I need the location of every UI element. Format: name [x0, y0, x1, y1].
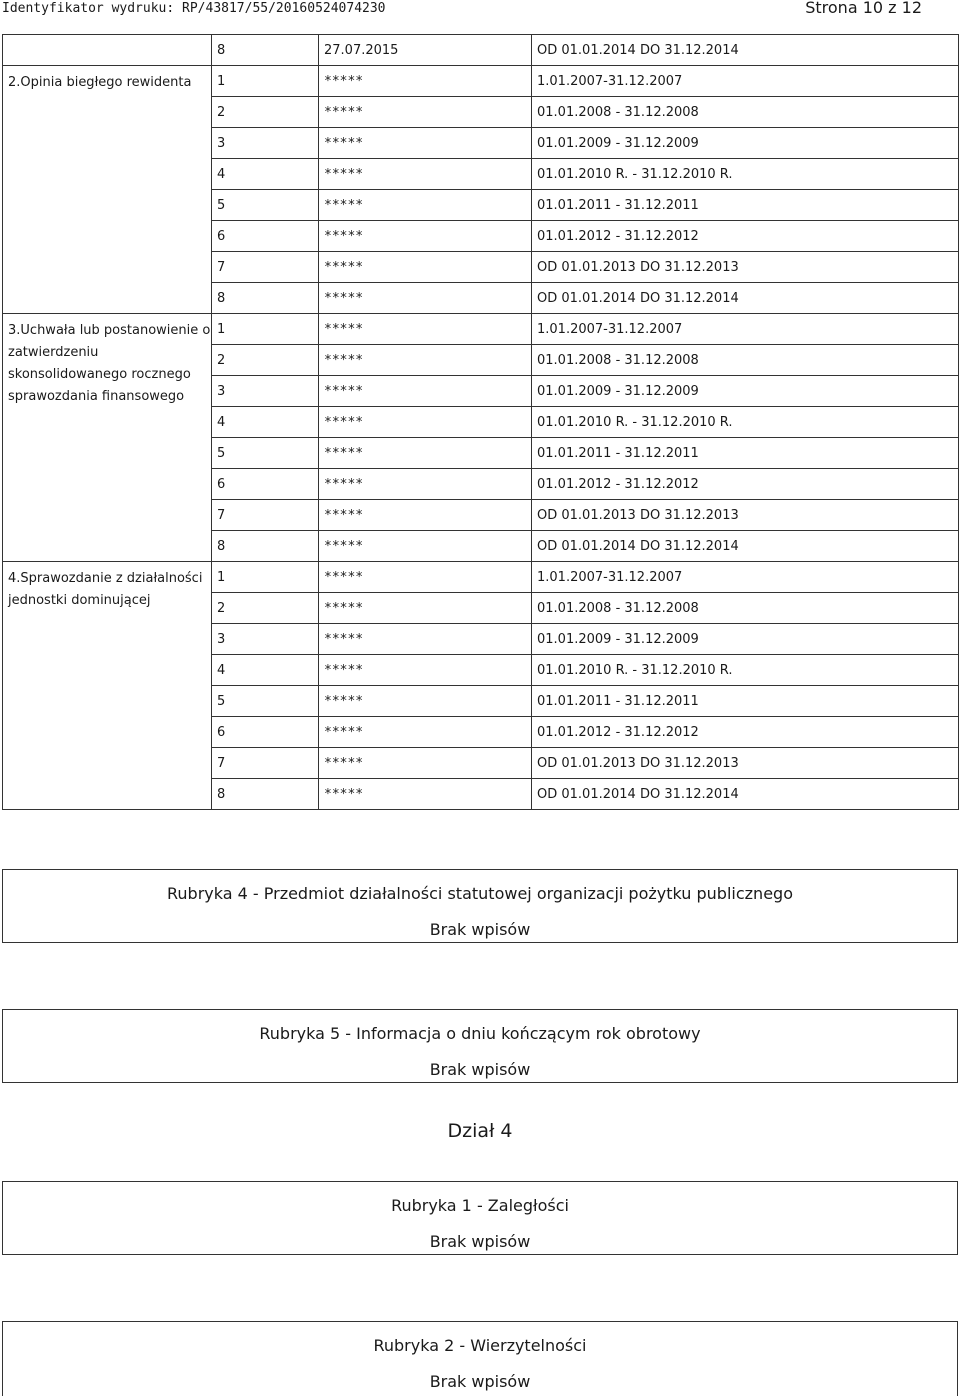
- row-value: *****: [319, 221, 532, 252]
- row-value: *****: [319, 531, 532, 562]
- rubryka-5-box: [2, 1009, 958, 1083]
- rubryka-1-title: Rubryka 1 - Zaległości: [391, 1196, 569, 1215]
- row-number: 8: [212, 283, 319, 314]
- section-title: 4.Sprawozdanie z działalności jednostki dominującej: [3, 562, 212, 810]
- section-cell-continued: [3, 35, 212, 66]
- row-value: *****: [319, 438, 532, 469]
- section-title: 2.Opinia biegłego rewidenta: [3, 66, 212, 314]
- table-row: [3, 562, 959, 593]
- row-number: 8: [212, 531, 319, 562]
- row-period: 01.01.2012 - 31.12.2012: [532, 469, 959, 500]
- row-value: *****: [319, 128, 532, 159]
- row-value: *****: [319, 655, 532, 686]
- row-number: 6: [212, 469, 319, 500]
- row-period: 01.01.2011 - 31.12.2011: [532, 438, 959, 469]
- row-number: 4: [212, 407, 319, 438]
- row-period: OD 01.01.2013 DO 31.12.2013: [532, 500, 959, 531]
- row-period: 1.01.2007-31.12.2007: [532, 314, 959, 345]
- row-number: 7: [212, 748, 319, 779]
- row-period: 01.01.2009 - 31.12.2009: [532, 624, 959, 655]
- row-number: 5: [212, 190, 319, 221]
- rubryka-4-box: [2, 869, 958, 943]
- row-period: OD 01.01.2013 DO 31.12.2013: [532, 252, 959, 283]
- row-number: 2: [212, 97, 319, 128]
- row-period: 01.01.2010 R. - 31.12.2010 R.: [532, 407, 959, 438]
- row-number: 5: [212, 686, 319, 717]
- row-value: *****: [319, 376, 532, 407]
- page-header: [0, 0, 960, 20]
- rubryka-1-box: [2, 1181, 958, 1255]
- row-number: 2: [212, 345, 319, 376]
- rubryka-4-empty: Brak wpisów: [429, 920, 531, 939]
- row-number: 8: [212, 779, 319, 810]
- row-number: 3: [212, 128, 319, 159]
- row-value: *****: [319, 686, 532, 717]
- row-period: 01.01.2009 - 31.12.2009: [532, 376, 959, 407]
- row-value: *****: [319, 624, 532, 655]
- row-number: 4: [212, 655, 319, 686]
- row-period: OD 01.01.2014 DO 31.12.2014: [532, 283, 959, 314]
- print-identifier: Identyfikator wydruku: RP/43817/55/20160524074230: [2, 1, 386, 16]
- row-period: 01.01.2011 - 31.12.2011: [532, 686, 959, 717]
- row-value: *****: [319, 593, 532, 624]
- row-period: OD 01.01.2013 DO 31.12.2013: [532, 748, 959, 779]
- row-value: *****: [319, 779, 532, 810]
- row-period: 01.01.2008 - 31.12.2008: [532, 345, 959, 376]
- table-row: [3, 314, 959, 345]
- row-value: *****: [319, 748, 532, 779]
- row-value: *****: [319, 252, 532, 283]
- financial-documents-table: [2, 34, 959, 810]
- rubryka-5-title: Rubryka 5 - Informacja o dniu kończącym rok obrotowy: [259, 1024, 701, 1043]
- section-title: 3.Uchwała lub postanowienie o zatwierdzeniu skonsolidowanego rocznego sprawozdania finansowego: [3, 314, 212, 562]
- row-period: OD 01.01.2014 DO 31.12.2014: [532, 531, 959, 562]
- row-period: 01.01.2010 R. - 31.12.2010 R.: [532, 159, 959, 190]
- row-value: *****: [319, 190, 532, 221]
- row-period: 01.01.2012 - 31.12.2012: [532, 221, 959, 252]
- row-number: 1: [212, 66, 319, 97]
- row-number: 2: [212, 593, 319, 624]
- row-period: 01.01.2009 - 31.12.2009: [532, 128, 959, 159]
- row-period: OD 01.01.2014 DO 31.12.2014: [532, 35, 959, 66]
- section-heading-dzial-4: Dział 4: [447, 1120, 513, 1142]
- row-number: 7: [212, 500, 319, 531]
- row-number: 3: [212, 376, 319, 407]
- row-number: 3: [212, 624, 319, 655]
- row-number: 4: [212, 159, 319, 190]
- rubryka-2-title: Rubryka 2 - Wierzytelności: [373, 1336, 587, 1355]
- rubryka-2-box: [2, 1321, 958, 1396]
- row-value: *****: [319, 500, 532, 531]
- rubryka-5-empty: Brak wpisów: [429, 1060, 531, 1079]
- row-value: *****: [319, 314, 532, 345]
- rubryka-4-title: Rubryka 4 - Przedmiot działalności statutowej organizacji pożytku publicznego: [167, 884, 793, 903]
- row-value: *****: [319, 717, 532, 748]
- row-period: 01.01.2012 - 31.12.2012: [532, 717, 959, 748]
- row-value: *****: [319, 97, 532, 128]
- row-value: *****: [319, 66, 532, 97]
- row-period: 1.01.2007-31.12.2007: [532, 66, 959, 97]
- row-period: 1.01.2007-31.12.2007: [532, 562, 959, 593]
- row-period: 01.01.2008 - 31.12.2008: [532, 593, 959, 624]
- row-value: *****: [319, 159, 532, 190]
- row-value: *****: [319, 469, 532, 500]
- row-value: 27.07.2015: [319, 35, 532, 66]
- row-value: *****: [319, 283, 532, 314]
- row-number: 6: [212, 221, 319, 252]
- rubryka-1-empty: Brak wpisów: [429, 1232, 531, 1251]
- row-period: 01.01.2011 - 31.12.2011: [532, 190, 959, 221]
- row-number: 1: [212, 562, 319, 593]
- row-number: 8: [212, 35, 319, 66]
- row-period: 01.01.2008 - 31.12.2008: [532, 97, 959, 128]
- rubryka-2-empty: Brak wpisów: [429, 1372, 531, 1391]
- row-number: 6: [212, 717, 319, 748]
- page-number: Strona 10 z 12: [805, 0, 922, 17]
- row-period: 01.01.2010 R. - 31.12.2010 R.: [532, 655, 959, 686]
- table-row: [3, 35, 959, 66]
- table-row: [3, 66, 959, 97]
- row-value: *****: [319, 562, 532, 593]
- row-value: *****: [319, 345, 532, 376]
- row-value: *****: [319, 407, 532, 438]
- row-period: OD 01.01.2014 DO 31.12.2014: [532, 779, 959, 810]
- row-number: 7: [212, 252, 319, 283]
- row-number: 1: [212, 314, 319, 345]
- row-number: 5: [212, 438, 319, 469]
